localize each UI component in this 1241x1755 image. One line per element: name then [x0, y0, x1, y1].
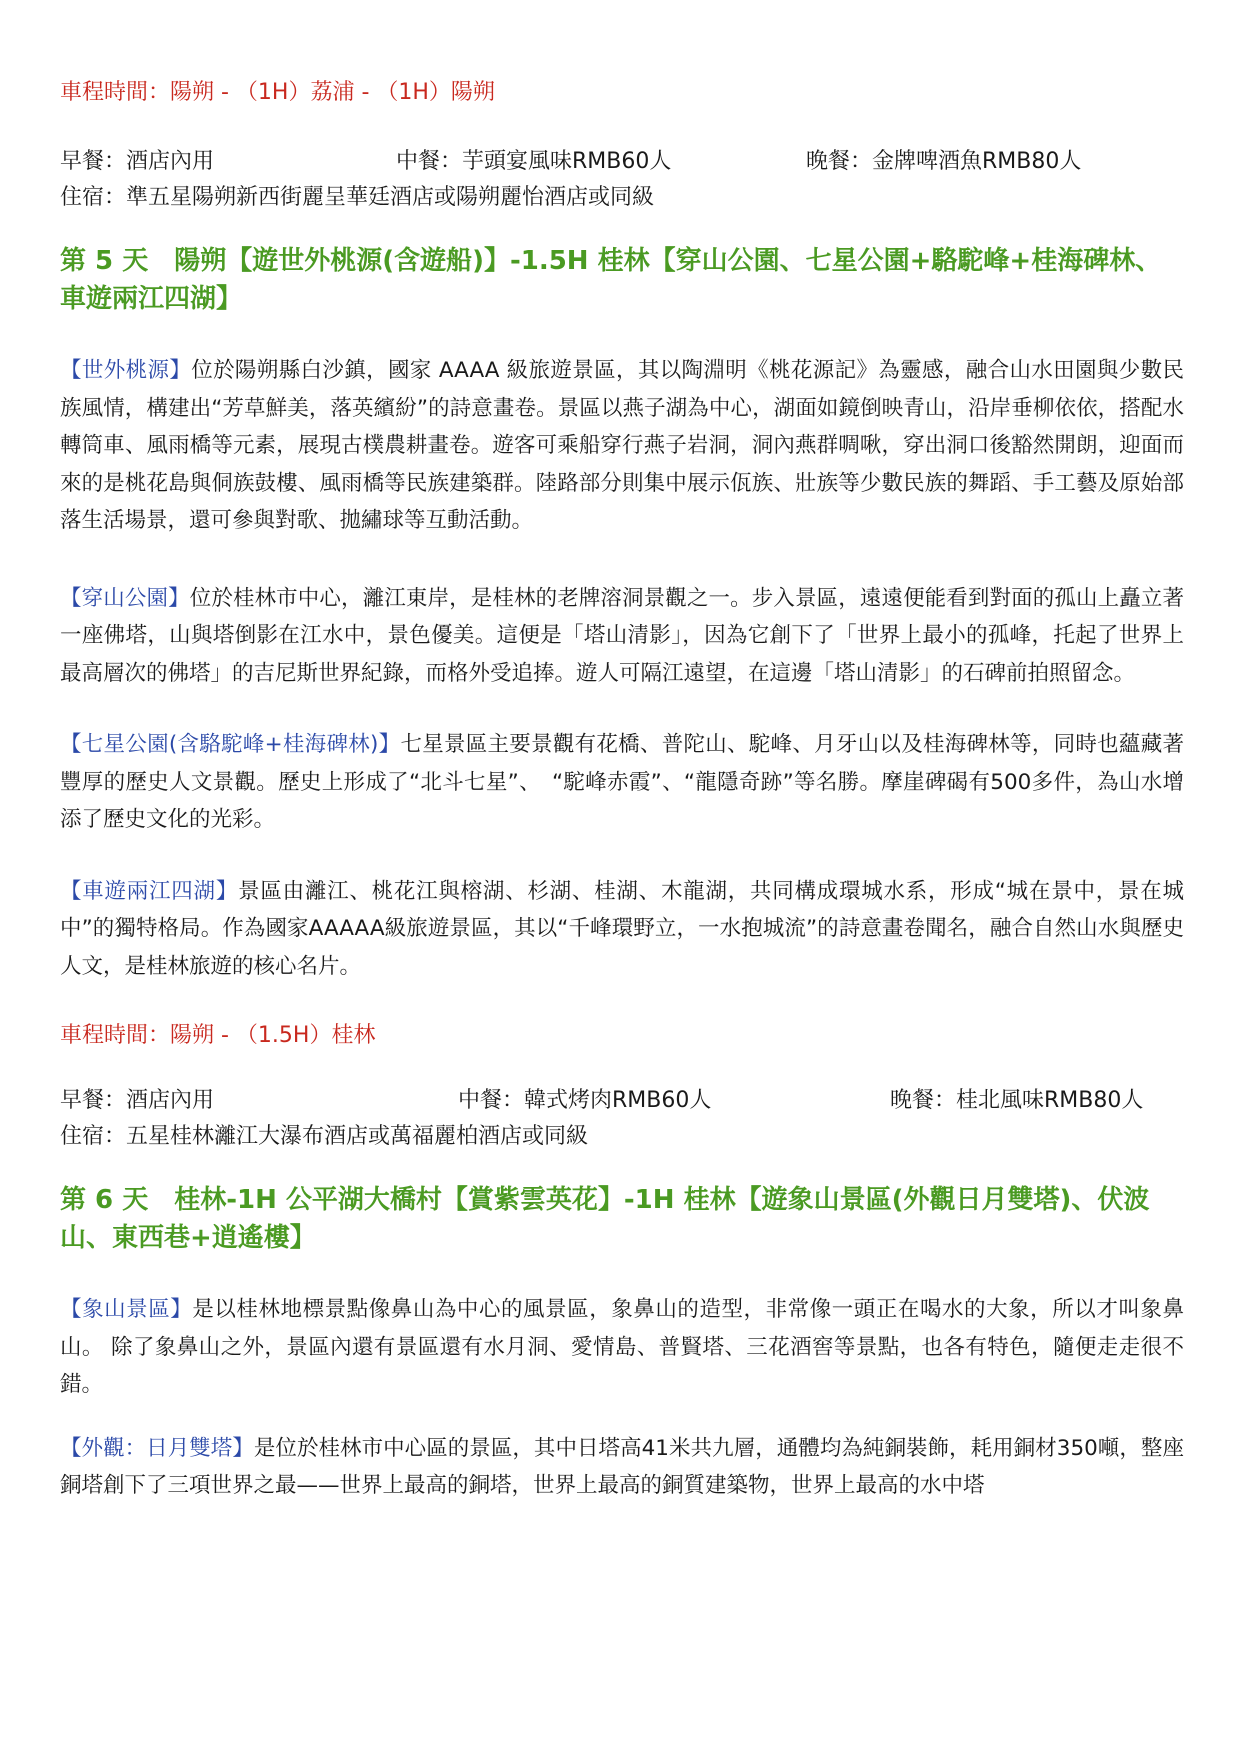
bracket-open: 【: [60, 1297, 83, 1322]
meal-row: [60, 144, 1184, 180]
meals-block: [60, 144, 1184, 216]
bracket-open: 【: [60, 878, 83, 904]
attraction-label: 世外桃源: [81, 358, 170, 383]
bracket-close: 】: [170, 1297, 193, 1322]
dinner: 晚餐：金牌啤酒魚RMB80人: [806, 149, 1082, 174]
bracket-close: 】: [232, 1435, 254, 1461]
attraction-label: 七星公園(含駱駝峰+桂海碑林): [81, 732, 379, 757]
bracket-open: 【: [60, 358, 82, 383]
attraction-paragraph: [60, 1291, 1184, 1404]
attraction-text: 是位於桂林市中心區的景區，其中日塔高41米共九層，通體均為純銅裝飾，耗用銅材350噸，整座銅塔創下了三項世界之最——世界上最高的銅塔，世界上最高的銅質建築物，世界上最高的水中塔: [60, 1435, 1184, 1498]
bracket-close: 】: [215, 878, 239, 904]
attraction-paragraph: [60, 352, 1184, 540]
bracket-close: 】: [378, 732, 401, 757]
lunch: 中餐：韓式烤肉RMB60人: [458, 1088, 712, 1113]
attraction-text: 是以桂林地標景點像鼻山為中心的風景區，象鼻山的造型，非常像一頭正在喝水的大象，所以才叫象鼻山。 除了象鼻山之外，景區內還有景區還有水月洞、愛情島、普賢塔、三花酒窖等景點，也各有特色，隨便走走很不錯。: [60, 1297, 1184, 1397]
attraction-paragraph: [60, 873, 1184, 986]
attraction-text: 位於桂林市中心，灕江東岸，是桂林的老牌溶洞景觀之一。步入景區，遠遠便能看到對面的孤山上矗立著一座佛塔，山與塔倒影在江水中，景色優美。這便是「塔山清影」，因為它創下了「世界上最小的孤峰，托起了世界上最高層次的佛塔」的吉尼斯世界紀錄，而格外受追捧。遊人可隔江遠望，在這邊「塔山清影」的石碑前拍照留念。: [60, 585, 1184, 686]
drive-time: 車程時間：陽朔 - （1H）荔浦 - （1H）陽朔: [60, 80, 495, 105]
attraction-paragraph: [60, 726, 1184, 839]
attraction-paragraph: [60, 580, 1184, 693]
breakfast: 早餐：酒店內用: [60, 149, 215, 174]
attraction-text: 景區由灕江、桃花江與榕湖、杉湖、桂湖、木龍湖，共同構成環城水系，形成“城在景中，景在城中”的獨特格局。作為國家AAAAA級旅遊景區，其以“千峰環野立，一水抱城流”的詩意畫卷聞名，融合自然山水與歷史人文，是桂林旅遊的核心名片。: [60, 878, 1184, 979]
bracket-open: 【: [60, 732, 82, 757]
document-content: [60, 76, 1184, 1505]
hotel: 住宿：準五星陽朔新西街麗呈華廷酒店或陽朔麗怡酒店或同級: [60, 185, 655, 210]
day-title: 第 5 天 陽朔【遊世外桃源(含遊船)】-1.5H 桂林【穿山公園、七星公園+駱駝峰+桂海碑林、車遊兩江四湖】: [60, 246, 1162, 314]
breakfast: 早餐：酒店內用: [60, 1088, 215, 1113]
bracket-close: 】: [168, 585, 190, 611]
attraction-label: 車遊兩江四湖: [82, 878, 216, 904]
bracket-open: 【: [60, 585, 82, 611]
meals-block: [60, 1083, 1184, 1155]
attraction-text: 七星景區主要景觀有花橋、普陀山、駝峰、月牙山以及桂海碑林等，同時也蘊藏著豐厚的歷史人文景觀。歷史上形成了“北斗七星”、 “駝峰赤霞”、“龍隱奇跡”等名勝。摩崖碑碣有500多件，為山水增添了歷史文化的光彩。: [60, 732, 1184, 832]
day-title: 第 6 天 桂林-1H 公平湖大橋村【賞紫雲英花】-1H 桂林【遊象山景區(外觀日月雙塔)、伏波山、東西巷+逍遙樓】: [60, 1185, 1150, 1253]
hotel: 住宿：五星桂林灕江大瀑布酒店或萬福麗柏酒店或同級: [60, 1124, 589, 1149]
attraction-text: 位於陽朔縣白沙鎮，國家 AAAA 級旅遊景區，其以陶淵明《桃花源記》為靈感，融合山水田園與少數民族風情，構建出“芳草鮮美，落英繽紛”的詩意畫卷。景區以燕子湖為中心，湖面如鏡倒映青山，沿岸垂柳依依，搭配水轉筒車、風雨橋等元素，展現古樸農耕畫卷。遊客可乘船穿行燕子岩洞，洞內燕群啁啾，穿出洞口後豁然開朗，迎面而來的是桃花島與侗族鼓樓、風雨橋等民族建築群。陸路部分則集中展示佤族、壯族等少數民族的舞蹈、手工藝及原始部落生活場景，還可參與對歌、拋繡球等互動活動。: [60, 358, 1184, 533]
attraction-label: 外觀：日月雙塔: [81, 1435, 233, 1461]
attraction-paragraph: [60, 1430, 1184, 1505]
bracket-open: 【: [60, 1435, 82, 1461]
dinner: 晚餐：桂北風味RMB80人: [890, 1088, 1144, 1113]
attraction-label: 穿山公園: [81, 585, 169, 611]
drive-time: 車程時間：陽朔 - （1.5H）桂林: [60, 1023, 376, 1048]
attraction-label: 象山景區: [82, 1297, 171, 1322]
meal-row: [60, 1083, 1184, 1119]
lunch: 中餐：芋頭宴風味RMB60人: [396, 149, 672, 174]
bracket-close: 】: [169, 358, 192, 383]
